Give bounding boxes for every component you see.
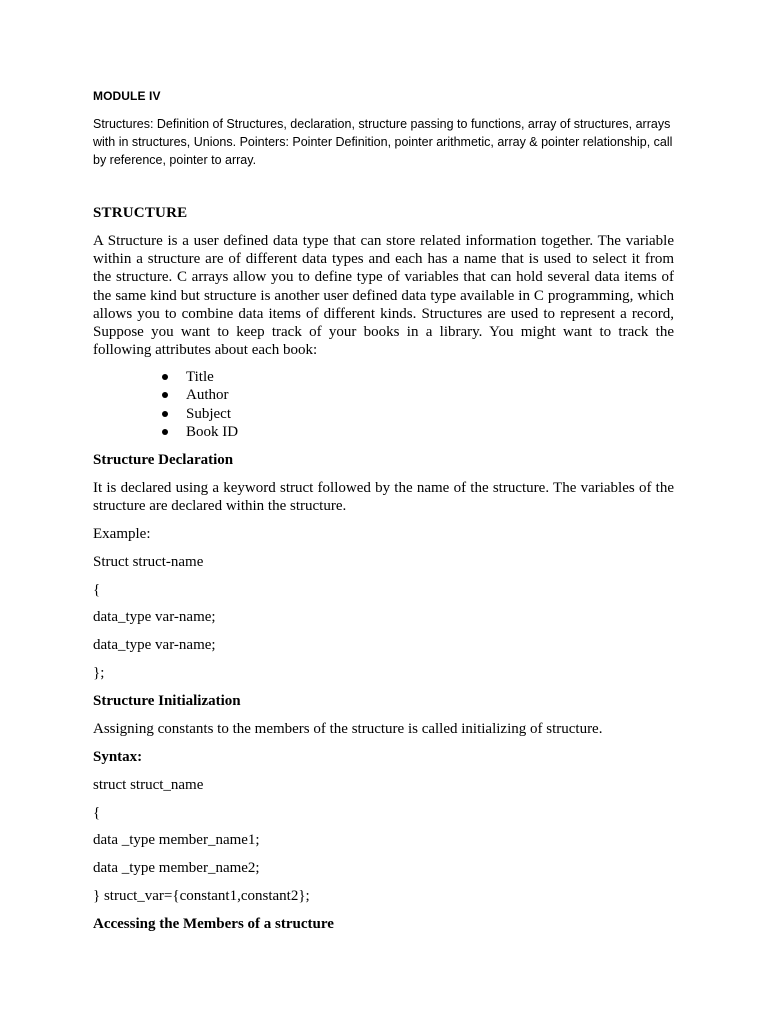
code-line: struct struct_name	[93, 777, 204, 793]
declaration-heading: Structure Declaration	[93, 452, 234, 468]
example-label: Example:	[93, 526, 151, 542]
list-item: Author	[93, 386, 238, 404]
code-line: } struct_var={constant1,constant2};	[93, 888, 310, 904]
module-title: MODULE IV	[93, 89, 161, 103]
code-line: data _type member_name1;	[93, 832, 260, 848]
code-line: {	[93, 582, 101, 598]
code-line: };	[93, 665, 105, 681]
syntax-label: Syntax:	[93, 749, 143, 765]
module-syllabus: Structures: Definition of Structures, declaration, structure passing to functions, array of structures, arrays with in structures, Unions. Pointers: Pointer Definition, pointer arithmetic, array & pointer relationship, call by reference, pointer to array.	[93, 117, 673, 167]
bullet-icon	[162, 429, 168, 435]
bullet-icon	[162, 374, 168, 380]
bullet-icon	[162, 411, 168, 417]
declaration-text: It is declared using a keyword struct followed by the name of the structure. The variables of the structure are declared within the structure.	[93, 480, 674, 515]
code-line: Struct struct-name	[93, 554, 204, 570]
code-line: {	[93, 805, 101, 821]
accessing-heading: Accessing the Members of a structure	[93, 916, 334, 932]
list-item: Title	[93, 368, 238, 386]
structure-intro: A Structure is a user defined data type that can store related information together. The variable within a structure are of different data types and each has a name that is used to select it from the structure. C arrays allow you to define type of variables that can hold several data items of the same kind but structure is another user defined data type available in C programming, which allows you to combine data items of different kinds. Structures are used to represent a record, Suppose you want to keep track of your books in a library. You might want to track the following attributes about each book:	[93, 233, 674, 359]
bullet-icon	[162, 392, 168, 398]
initialization-heading: Structure Initialization	[93, 693, 241, 709]
structure-heading: STRUCTURE	[93, 205, 188, 221]
list-item: Subject	[93, 405, 238, 423]
code-line: data_type var-name;	[93, 609, 216, 625]
code-line: data_type var-name;	[93, 637, 216, 653]
book-attributes-list	[93, 368, 238, 442]
initialization-text: Assigning constants to the members of the structure is called initializing of structure.	[93, 721, 603, 737]
list-item: Book ID	[93, 423, 238, 441]
code-line: data _type member_name2;	[93, 860, 260, 876]
